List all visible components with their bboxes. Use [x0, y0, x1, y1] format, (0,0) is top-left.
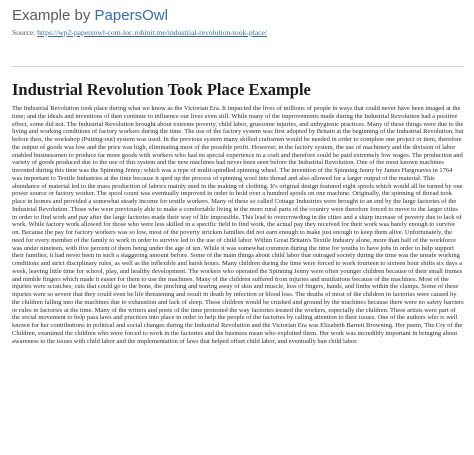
source-line	[12, 28, 464, 37]
brand-name-link[interactable]: PapersOwl	[94, 7, 168, 24]
page-header	[12, 6, 464, 37]
source-url-link[interactable]: https://wp2-papersowl-com-loc.robinit.me/industrial-revolution-took-place/	[37, 28, 267, 37]
header-divider	[12, 66, 464, 67]
brand-prefix: Example by	[12, 7, 95, 24]
brand-line	[12, 6, 464, 26]
document-title: Industrial Revolution Took Place Example	[12, 80, 311, 99]
source-label: Source:	[12, 28, 38, 37]
document-body: The Industrial Revolution took place during what we know as the Victorian Era. It impacted the lives of millions of people in ways that could never have been imaged at the time; and the ideals and inventions of then continue to influence our lives even still. While many of the improvements made during the Industrial Revolution had a positive effect, some did not. The Industrial Revolution brought about extreme poverty, child labor, gruesome injuries, and unhygienic practices. Many of these things were due to the living and working conditions of factory workers during the time. The use of the factory system was first adopted by Britain at the beginning of the Industrial Revolution, but before then, the workshop (Putting-out) system was used. In the previous system many skilled craftsmen would be needed in order to complete one project or item, therefore the output of goods was low and the price was high, eliminating most of the possible profit. However, in the factory system, the use of machinery and the division of labor enabled businessmen to produce far more goods with workers who had no special experience in a craft and therefore could be paid extremely low wages. The production and variety of goods produced due to the use of this system and the new machines had never been seen before the Industrial Revolution. One of the most known machines invented during this time was the Spinning Jenny; which was a type of multi-spindled spinning wheel. The invention of the Spinning Jenny by James Hargreaves in 1764 was important to Textile Industries at the time because it sped up the process of spinning wool into thread and also allowed for a larger output of the material. This abundance of material led to the mass production of fabrics mainly used in the making of clothing. It's original design featured eight spools which would all be turned by one power source or factory worker. The spool count was eventually improved in order to hold over a hundred spools on one machine. Originally, the spinning of thread took place in homes and provided a somewhat steady income for textile workers. Many of these so called Cottage Industries were brought to an end by the large factories of the Industrial Revolution. Those who were previously able to make a comfortable living in the more rural parts of the country were therefore forced to move to the larger cities in order to find work and pay after the large factories made their way of life impossible. This lead to overcrowding in the cities and a sharp increase of poverty due to lack of work. While factory work allowed for those who were less skilled in a specific field to find work, the actual pay they received for their work was barely enough to survive on. Because the pay for factory workers was so low, most of the poverty stricken families did not earn enough to make just enough to keep them alive. Unfortunately, the need for every member of the family to work in order to survive led to the use of child labor. Within Great Britain's Textile Industry alone, more than half of the workforce was under nineteen, with five percent of them being under the age of ten. While it was somewhat common during the time for youths to have jobs in order to help support their families, it had never been in such a staggering amount before. Some of the main things about child labor that outraged society during the time was the unsafe working conditions and strict disciplinary rules, as well as the inflexible and harsh hours. Many children during the time were forced to work fourteen to sixteen hour shifts six days a week, leaving little time for school, play, and healthy development. The workers who operated the Spinning Jenny were often younger children because of their small frames and nimble fingers which made it easier for them to use the machines. Many of the children suffered from injuries and mutilations because of the machines. Most of the injuries were scratches, cuts that could go to the bone, the pinching and tearing away of skin and muscle, loss of fingers, hands, and limbs within the clamps. Some of these injuries were so severe that they could even be life threatening and result in death by infection or blood loss. The deaths of most of the children in factories were caused by the children falling into the machines due to exhaustion and lack of sleep. These children would be crushed and ground by the machines because there were no safety barriers or rules in factories at the time. Many of the writers and poets of the time protested the way factories treated the workers, especially the children. These artists were part of the social movement to help pass laws and practices into place in order to help the people of the factories by calling attention to their issues. One of the authors who is well known for her contributions in political and social changes during the Industrial Revolution and the Victorian Era was Elizabeth Barrett Browning. Her poem, The Cry of the Children, examined the children who were forced to work in the factories and the business mean who exploited them. Her work was incredibly important in bringing about awareness to the issues with child labor and the implementation of laws that helped offset child labor, and eventually ban child labor.	[12, 105, 464, 345]
